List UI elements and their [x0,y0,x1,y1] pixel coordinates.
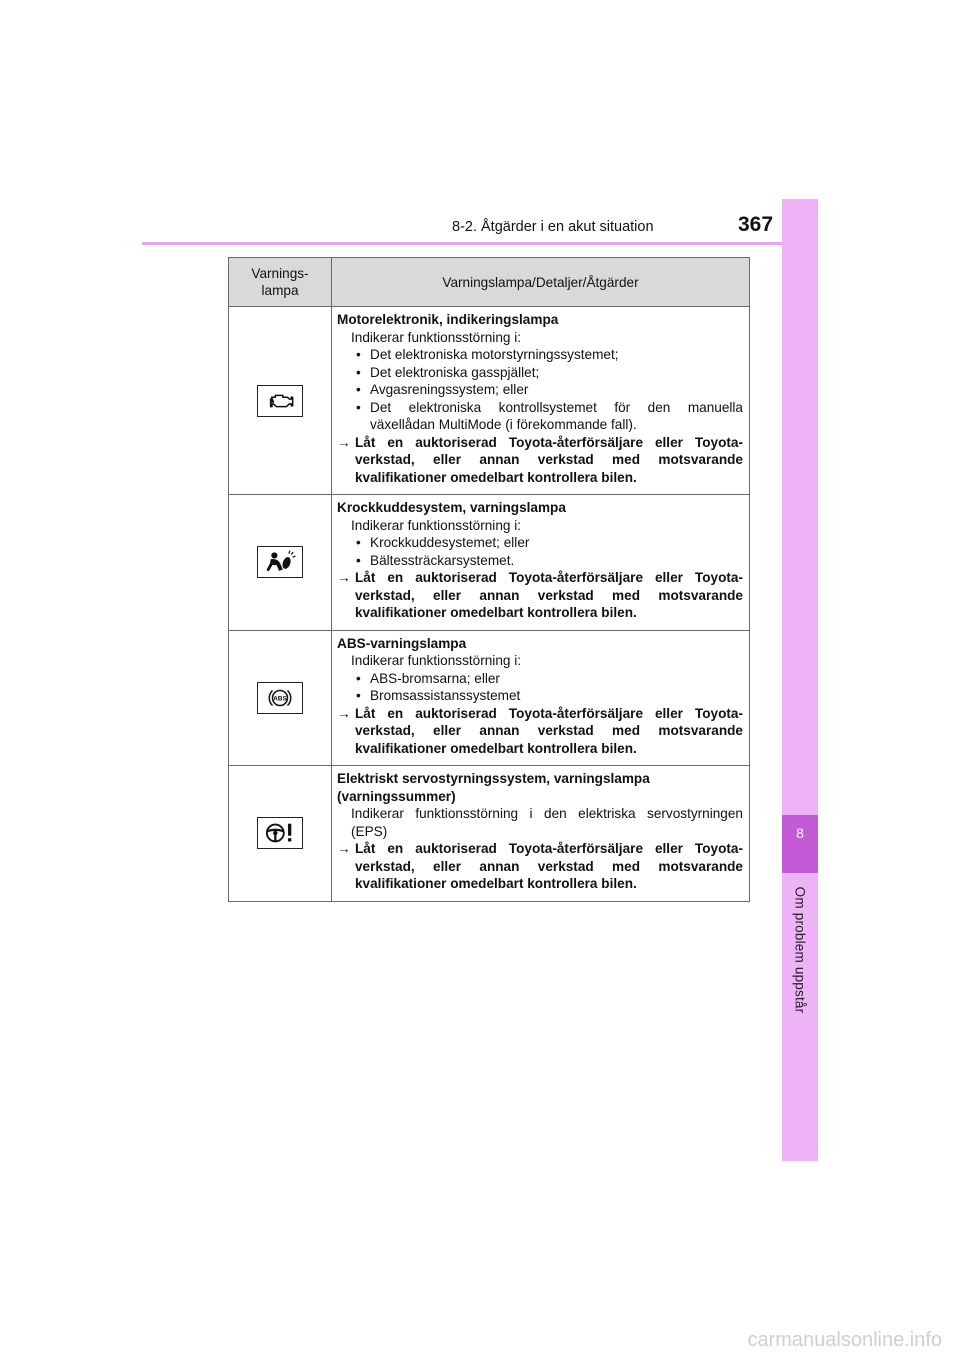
action-instruction [337,569,743,622]
arrow-icon: → [337,841,351,856]
list-item: • Det elektroniska gasspjället; [337,364,743,382]
watermark [747,1329,942,1352]
lamp-title: Elektriskt servostyrningssystem, varningslampa (varningssummer) [337,771,650,804]
list-item: • Bromsassistanssystemet [337,687,743,705]
list-item: • Det elektroniska motorstyrningssystemet; [337,346,743,364]
list-item: • Bältessträckarsystemet. [337,552,743,570]
lamp-details-cell [332,766,750,902]
table-row [229,766,750,902]
chapter-number-tab [782,815,818,873]
section-title: 8-2. Åtgärder i en akut situation [452,219,654,235]
header-rule [142,242,818,245]
action-text: Låt en auktoriserad Toyota-återförsäljare eller Toyota-verkstad, eller annan verkstad med motsvarande kvalifikationer omedelbart kontrollera bilen. [355,570,743,620]
arrow-icon: → [337,434,351,450]
abs-icon [257,682,303,714]
chapter-title: Om problem uppstår [792,886,808,1014]
eps-steering-icon [257,817,303,849]
watermark-text: carmanualsonline.info [747,1329,942,1351]
lamp-title: Krockkuddesystem, varningslampa [337,500,566,515]
action-instruction [337,840,743,893]
lamp-details-cell [332,307,750,495]
lamp-intro: Indikerar funktionsstörning i: [351,329,522,345]
bullet-list [337,346,743,434]
action-instruction [337,434,743,487]
airbag-icon [257,546,303,578]
lamp-title: ABS-varningslampa [337,635,467,651]
chapter-number: 8 [796,825,804,841]
bullet-list [337,534,743,569]
warning-lamp-table [228,257,750,902]
lamp-intro: Indikerar funktionsstörning i: [351,653,522,668]
lamp-intro: Indikerar funktionsstörning i den elektriska servostyrningen (EPS) [351,806,743,839]
list-item: • Avgasreningssystem; eller [337,381,743,399]
chapter-side-tab [782,199,818,1161]
action-instruction [337,705,743,758]
column-header-lamp-line1: Varnings- [251,266,309,281]
abs-icon-text: ABS [273,695,287,703]
table-row [229,495,750,631]
lamp-details-cell [332,630,750,766]
list-item: • ABS-bromsarna; eller [337,670,743,688]
lamp-icon-cell [229,630,332,766]
list-item: • Det elektroniska kontrollsystemet för den manuella växellådan MultiMode (i förekommande fall). [337,399,743,434]
page-number: 367 [738,213,774,236]
column-header-lamp [229,258,332,307]
action-text: Låt en auktoriserad Toyota-återförsäljare eller Toyota-verkstad, eller annan verkstad med motsvarande kvalifikationer omedelbart kontrollera bilen. [355,841,743,891]
column-header-details: Varningslampa/Detaljer/Åtgärder [332,258,750,307]
lamp-icon-cell [229,307,332,495]
check-engine-icon [257,385,303,417]
action-text: Låt en auktoriserad Toyota-återförsäljare eller Toyota-verkstad, eller annan verkstad med motsvarande kvalifikationer omedelbart kontrollera bilen. [355,705,743,756]
lamp-title: Motorelektronik, indikeringslampa [337,312,559,327]
lamp-icon-cell [229,766,332,902]
table-header-row [229,258,750,307]
lamp-intro: Indikerar funktionsstörning i: [351,517,522,533]
table-row [229,307,750,495]
arrow-icon: → [337,705,351,721]
bullet-list [337,670,743,705]
lamp-details-cell [332,495,750,631]
list-item: • Krockkuddesystemet; eller [337,534,743,552]
table-row [229,630,750,766]
column-header-lamp-line2: lampa [261,283,299,298]
lamp-icon-cell [229,495,332,631]
arrow-icon: → [337,570,351,585]
action-text: Låt en auktoriserad Toyota-återförsäljare eller Toyota-verkstad, eller annan verkstad med motsvarande kvalifikationer omedelbart kontrollera bilen. [355,434,743,485]
